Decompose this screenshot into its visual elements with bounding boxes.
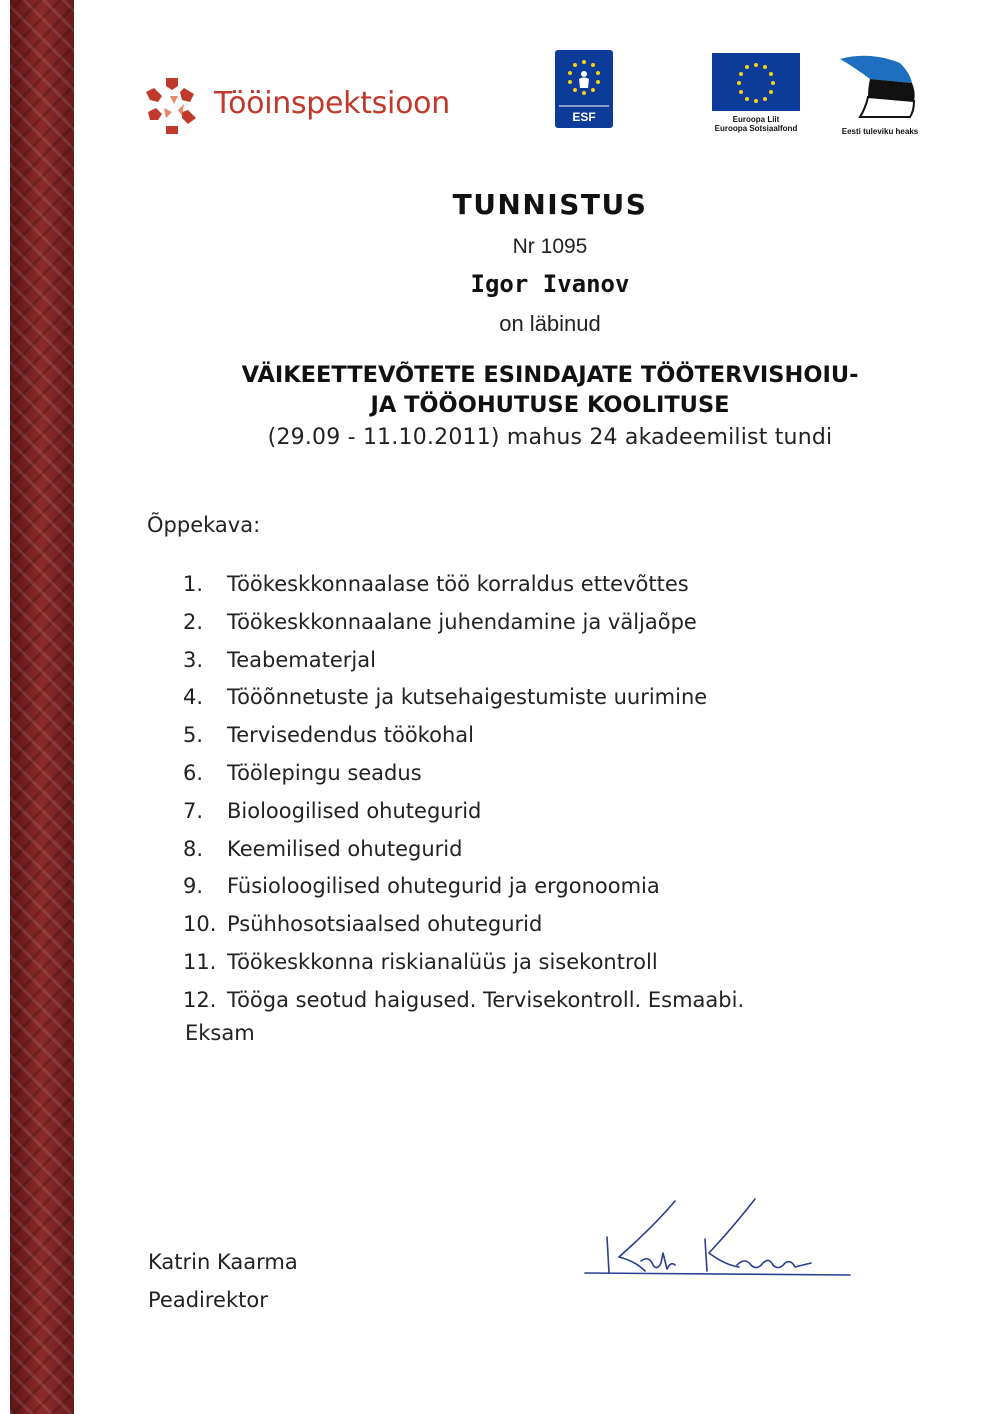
list-item-text: Teabematerjal bbox=[227, 647, 376, 672]
estonia-caption: Eesti tuleviku heaks bbox=[841, 127, 919, 136]
handwritten-signature bbox=[575, 1195, 860, 1285]
list-item bbox=[183, 868, 744, 906]
recipient-name: Igor Ivanov bbox=[470, 270, 630, 298]
decorative-side-border bbox=[10, 0, 74, 1414]
exam-label: Eksam bbox=[185, 1021, 255, 1045]
list-item bbox=[183, 566, 744, 604]
esf-label: ESF bbox=[572, 110, 596, 124]
list-item-text: Töökeskkonnaalase töö korraldus ettevõttes bbox=[227, 572, 689, 596]
list-item-text: Tööõnnetuste ja kutsehaigestumiste uurimine bbox=[227, 685, 708, 710]
certificate-number: Nr 1095 bbox=[512, 235, 588, 258]
list-item bbox=[183, 642, 744, 680]
list-item-number: 11. bbox=[183, 949, 217, 974]
eu-caption-line2: Euroopa Sotsiaalfond bbox=[714, 124, 798, 133]
organization-name: Tööinspektsioon bbox=[214, 86, 450, 121]
estonian-flag-wave-icon bbox=[830, 53, 930, 125]
list-item-number: 5. bbox=[183, 723, 204, 748]
list-item bbox=[183, 982, 744, 1020]
completed-text: on läbinud bbox=[499, 311, 601, 336]
list-item bbox=[183, 755, 744, 793]
list-item-text: Töökeskkonnaalane juhendamine ja väljaõpe bbox=[227, 609, 697, 634]
list-item-number: 3. bbox=[183, 647, 204, 672]
list-item bbox=[183, 944, 744, 982]
list-item bbox=[183, 679, 744, 717]
eu-caption-line1: Euroopa Liit bbox=[732, 115, 780, 124]
labour-inspectorate-emblem-icon bbox=[140, 74, 204, 138]
list-item-number: 12. bbox=[183, 987, 217, 1012]
list-item-number: 1. bbox=[183, 572, 204, 596]
signatory-name: Katrin Kaarma bbox=[148, 1250, 298, 1274]
list-item bbox=[183, 793, 744, 831]
certificate-title: TUNNISTUS bbox=[452, 188, 648, 221]
course-title-line2: JA TÖÖOHUTUSE KOOLITUSE bbox=[370, 392, 730, 418]
curriculum-list bbox=[183, 566, 744, 1020]
list-item-number: 8. bbox=[183, 836, 204, 861]
list-item-text: Töölepingu seadus bbox=[227, 760, 422, 785]
list-item-text: Töökeskkonna riskianalüüs ja sisekontroll bbox=[227, 949, 658, 974]
list-item-text: Keemilised ohutegurid bbox=[227, 836, 463, 861]
list-item bbox=[183, 717, 744, 755]
list-item-text: Bioloogilised ohutegurid bbox=[227, 798, 482, 823]
list-item-number: 9. bbox=[183, 874, 204, 899]
esf-logo bbox=[555, 50, 613, 128]
labour-inspectorate-logo bbox=[140, 74, 470, 138]
course-title bbox=[150, 360, 950, 420]
signatory-title: Peadirektor bbox=[148, 1288, 268, 1312]
eu-flag-icon bbox=[706, 53, 806, 113]
list-item-text: Füsioloogilised ohutegurid ja ergonoomia bbox=[227, 874, 660, 899]
list-item bbox=[183, 906, 744, 944]
list-item-number: 7. bbox=[183, 798, 204, 823]
list-item-number: 4. bbox=[183, 685, 204, 710]
list-item bbox=[183, 604, 744, 642]
list-item-number: 10. bbox=[183, 912, 217, 937]
course-title-line1: VÄIKEETTEVÕTETE ESINDAJATE TÖÖTERVISHOIU- bbox=[241, 362, 859, 388]
course-period: (29.09 - 11.10.2011) mahus 24 akadeemilist tundi bbox=[267, 425, 833, 450]
list-item-text: Tööga seotud haigused. Tervisekontroll. Esmaabi. bbox=[227, 987, 745, 1012]
eu-logo bbox=[706, 53, 806, 137]
estonia-logo bbox=[830, 53, 930, 137]
list-item-number: 2. bbox=[183, 609, 204, 634]
list-item-number: 6. bbox=[183, 760, 204, 785]
list-item-text: Psühhosotsiaalsed ohutegurid bbox=[227, 912, 543, 937]
list-item bbox=[183, 831, 744, 869]
curriculum-label: Õppekava: bbox=[147, 513, 261, 537]
list-item-text: Tervisedendus töökohal bbox=[227, 723, 474, 748]
